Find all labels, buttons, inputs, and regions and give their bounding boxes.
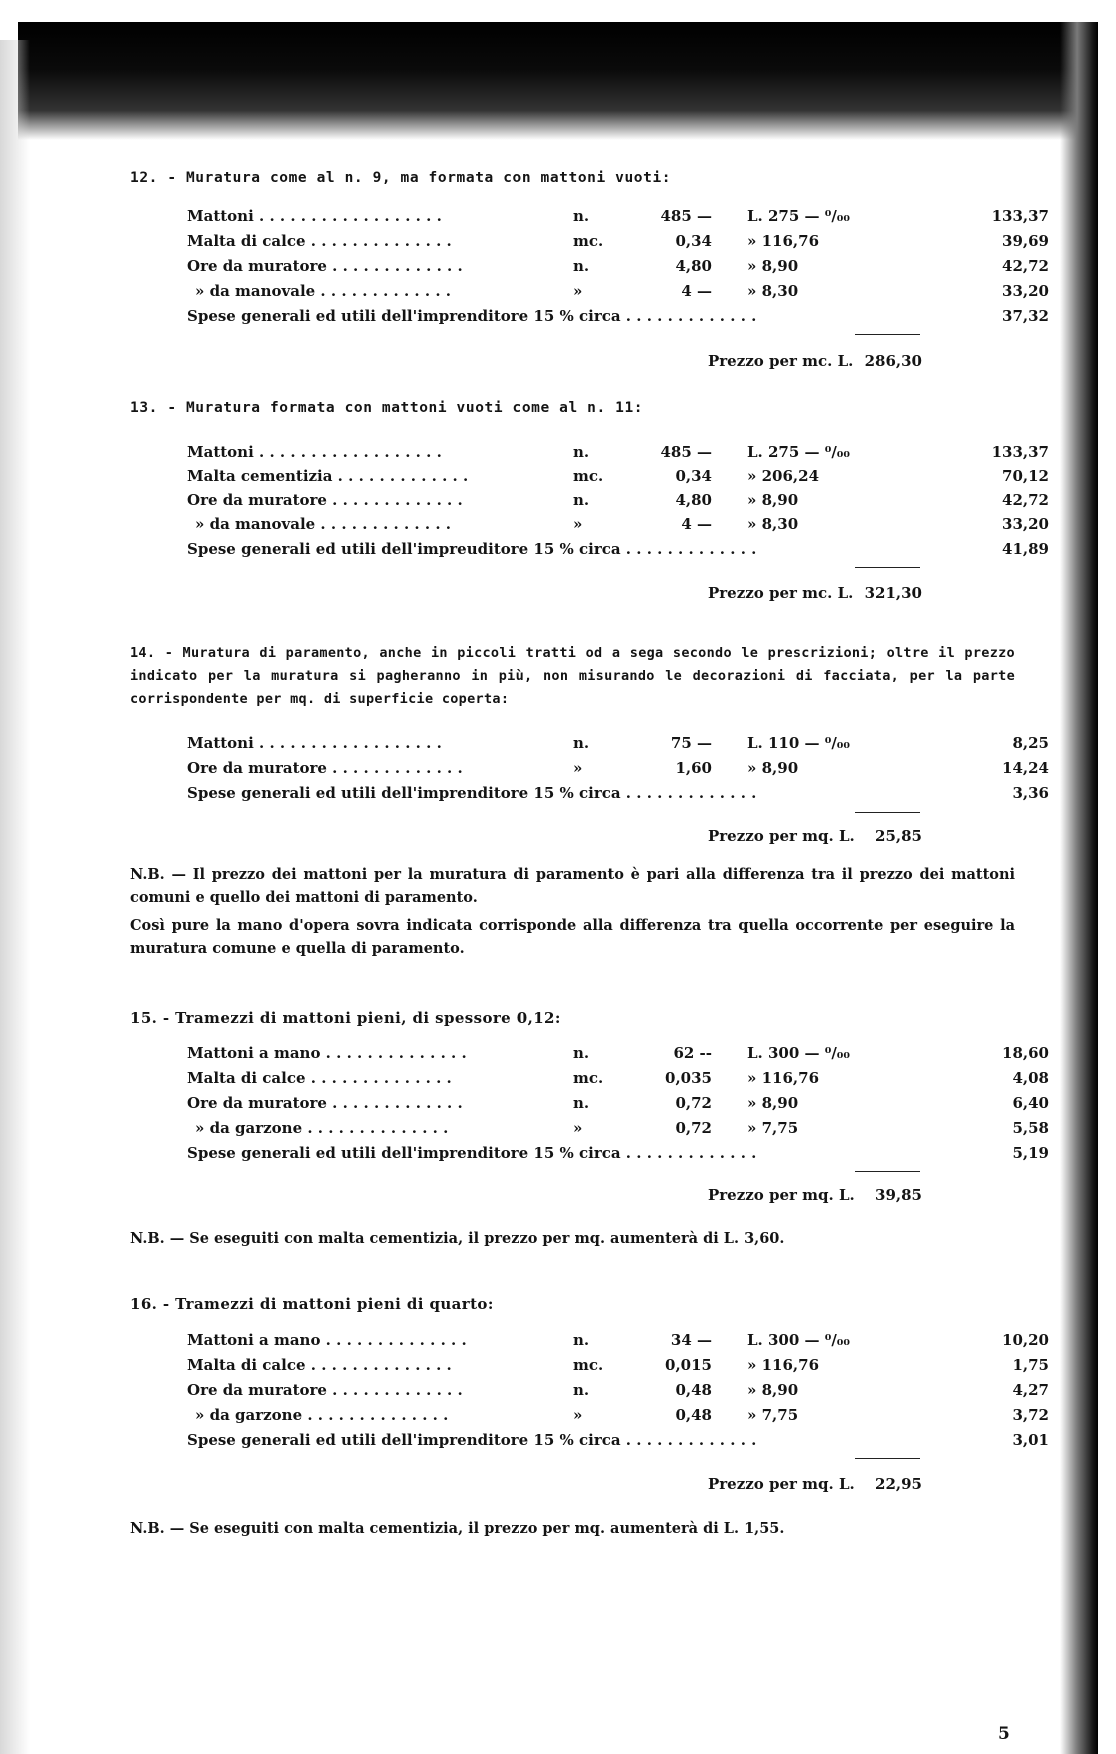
note-paragraph: N.B. — Se eseguiti con malta cementizia, il prezzo per mq. aumenterà di L. 1,55. bbox=[130, 1520, 785, 1537]
table-row: Malta di calce . . . . . . . . . . . . . . mc. 0,34 » 116,76 39,69 bbox=[187, 232, 1049, 250]
scan-margin bbox=[0, 0, 1116, 24]
table-row: Malta di calce . . . . . . . . . . . . . . mc. 0,035 » 116,76 4,08 bbox=[187, 1069, 1049, 1087]
table-row: » da garzone . . . . . . . . . . . . . . » 0,72 » 7,75 5,58 bbox=[195, 1119, 1049, 1137]
table-row: Malta di calce . . . . . . . . . . . . . . mc. 0,015 » 116,76 1,75 bbox=[187, 1356, 1049, 1374]
overhead-row: Spese generali ed utili dell'impreuditore 15 % circa . . . . . . . . . . . . . 41,89 bbox=[187, 540, 1049, 558]
section-16-heading: 16. - Tramezzi di mattoni pieni di quarto: bbox=[130, 1295, 494, 1313]
sum-rule bbox=[855, 567, 920, 568]
table-row: Mattoni . . . . . . . . . . . . . . . . . . n. 485 — L. 275 — ⁰/₀₀ 133,37 bbox=[187, 207, 1049, 225]
page-number: 5 bbox=[998, 1724, 1010, 1744]
section-13-heading: 13. - Muratura formata con mattoni vuoti come al n. 11: bbox=[130, 400, 644, 416]
sum-rule bbox=[855, 1171, 920, 1172]
table-row: Ore da muratore . . . . . . . . . . . . . » 1,60 » 8,90 14,24 bbox=[187, 759, 1049, 777]
scan-border-left bbox=[0, 40, 30, 1754]
table-row: Mattoni . . . . . . . . . . . . . . . . . . n. 485 — L. 275 — ⁰/₀₀ 133,37 bbox=[187, 443, 1049, 461]
table-row: Ore da muratore . . . . . . . . . . . . . n. 4,80 » 8,90 42,72 bbox=[187, 257, 1049, 275]
table-row: Mattoni . . . . . . . . . . . . . . . . . . n. 75 — L. 110 — ⁰/₀₀ 8,25 bbox=[187, 734, 1049, 752]
section-12-heading: 12. - Muratura come al n. 9, ma formata con mattoni vuoti: bbox=[130, 170, 672, 186]
section-14-intro: 14. - Muratura di paramento, anche in piccoli tratti od a sega secondo le prescrizioni; oltre il prezzo indicato per la muratura si pagheranno in più, non misurando le decorazioni di facciata, per la parte corrispondente per mq. di superficie coperta: bbox=[130, 645, 1015, 707]
document-page: 12. - Muratura come al n. 9, ma formata con mattoni vuoti: Mattoni . . . . . . . . . . . . . . . . . . n. 485 — L. 275 — ⁰/₀₀ 133,37 Malta di calce . . . . . . . . . . . . . . mc. 0,34 » 116,76 39,69 Ore da muratore . . . . . . . . . . . . . n. 4,80 » 8,90 42,72 » da manovale . . . . . . . . . . . . . » 4 — » 8,30 33,20 Spese generali ed utili dell'imprenditore 15 % circa . . . . . . . . . . . . . 37,32 Prezzo per mc. L. 286,30 13. - Muratura formata con mattoni vuoti come al n. 11: Mattoni . . . . . . . . . . . . . . . . . . n. 485 — L. 275 — ⁰/₀₀ 133,37 Malta cementizia . . . . . . . . . . . . . mc. 0,34 » 206,24 70,12 Ore da muratore . . . . . . . . . . . . . n. 4,80 » 8,90 42,72 » da manovale . . . . . . . . . . . . . » 4 — » 8,30 33,20 Spese generali ed utili dell'impreuditore 15 % circa . . . . . . . . . . . . . 41,89 Prezzo per mc. L. 321,30 14. - Muratura di paramento, anche in piccoli tratti od a sega secondo le prescrizioni; oltre il prezzo indicato per la muratura si pagheranno in più, non misurando le decorazioni di facciata, per la parte corrispondente per mq. di superficie coperta: Mattoni . . . . . . . . . . . . . . . . . . n. 75 — L. 110 — ⁰/₀₀ 8,25 Ore da muratore . . . . . . . . . . . . . » 1,60 » 8,90 14,24 Spese generali ed utili dell'imprenditore 15 % circa . . . . . . . . . . . . . 3,36 Prezzo per mq. L. 25,85 N.B. — Il prezzo dei mattoni per la muratura di paramento è pari alla differenza tra il prezzo dei mattoni comuni e quello dei mattoni di paramento. Così pure la mano d'opera sovra indicata corrisponde alla differenza tra quella occorrente per eseguire la muratura comune e quella di paramento. 15. - Tramezzi di mattoni pieni, di spessore 0,12: Mattoni a mano . . . . . . . . . . . . . . n. 62 -- L. 300 — ⁰/₀₀ 18,60 Malta di calce . . . . . . . . . . . . . . mc. 0,035 » 116,76 4,08 Ore da muratore . . . . . . . . . . . . . n. 0,72 » 8,90 6,40 » da garzone . . . . . . . . . . . . . . » 0,72 » 7,75 5,58 Spese generali ed utili dell'imprenditore 15 % circa . . . . . . . . . . . . . 5,19 Prezzo per mq. L. 39,85 N.B. — Se eseguiti con malta cementizia, il prezzo per mq. aumenterà di L. 3,60. 16. - Tramezzi di mattoni pieni di quarto: Mattoni a mano . . . . . . . . . . . . . . n. 34 — L. 300 — ⁰/₀₀ 10,20 Malta di calce . . . . . . . . . . . . . . mc. 0,015 » 116,76 1,75 Ore da muratore . . . . . . . . . . . . . n. 0,48 » 8,90 4,27 » da garzone . . . . . . . . . . . . . . » 0,48 » 7,75 3,72 Spese generali ed utili dell'imprenditore 15 % circa . . . . . . . . . . . . . 3,01 Prezzo per mq. L. 22,95 N.B. — Se eseguiti con malta cementizia, il prezzo per mq. aumenterà di L. 1,55. 5 bbox=[130, 170, 1049, 1744]
table-row: Mattoni a mano . . . . . . . . . . . . . . n. 34 — L. 300 — ⁰/₀₀ 10,20 bbox=[187, 1331, 1049, 1349]
table-row: » da manovale . . . . . . . . . . . . . » 4 — » 8,30 33,20 bbox=[195, 515, 1049, 533]
table-row: » da garzone . . . . . . . . . . . . . . » 0,48 » 7,75 3,72 bbox=[195, 1406, 1049, 1424]
table-row: Ore da muratore . . . . . . . . . . . . . n. 0,48 » 8,90 4,27 bbox=[187, 1381, 1049, 1399]
overhead-row: Spese generali ed utili dell'imprenditore 15 % circa . . . . . . . . . . . . . 37,32 bbox=[187, 307, 1049, 325]
overhead-row: Spese generali ed utili dell'imprenditore 15 % circa . . . . . . . . . . . . . 3,36 bbox=[187, 784, 1049, 802]
table-row: » da manovale . . . . . . . . . . . . . » 4 — » 8,30 33,20 bbox=[195, 282, 1049, 300]
table-row: Mattoni a mano . . . . . . . . . . . . . . n. 62 -- L. 300 — ⁰/₀₀ 18,60 bbox=[187, 1044, 1049, 1062]
note-paragraph: N.B. — Il prezzo dei mattoni per la muratura di paramento è pari alla differenza tra il prezzo dei mattoni comuni e quello dei mattoni di paramento. bbox=[130, 866, 1015, 906]
overhead-row: Spese generali ed utili dell'imprenditore 15 % circa . . . . . . . . . . . . . 5,19 bbox=[187, 1144, 1049, 1162]
note-paragraph: N.B. — Se eseguiti con malta cementizia, il prezzo per mq. aumenterà di L. 3,60. bbox=[130, 1230, 785, 1247]
sum-rule bbox=[855, 1458, 920, 1459]
table-row: Malta cementizia . . . . . . . . . . . . . mc. 0,34 » 206,24 70,12 bbox=[187, 467, 1049, 485]
note-paragraph: Così pure la mano d'opera sovra indicata corrisponde alla differenza tra quella occorrente per eseguire la muratura comune e quella di paramento. bbox=[130, 917, 1015, 957]
table-row: Ore da muratore . . . . . . . . . . . . . n. 4,80 » 8,90 42,72 bbox=[187, 491, 1049, 509]
section-15-heading: 15. - Tramezzi di mattoni pieni, di spessore 0,12: bbox=[130, 1009, 561, 1027]
sum-rule bbox=[855, 334, 920, 335]
scan-border-right bbox=[1060, 22, 1098, 1754]
table-row: Ore da muratore . . . . . . . . . . . . . n. 0,72 » 8,90 6,40 bbox=[187, 1094, 1049, 1112]
scan-border-top bbox=[18, 22, 1098, 140]
sum-rule bbox=[855, 812, 920, 813]
overhead-row: Spese generali ed utili dell'imprenditore 15 % circa . . . . . . . . . . . . . 3,01 bbox=[187, 1431, 1049, 1449]
